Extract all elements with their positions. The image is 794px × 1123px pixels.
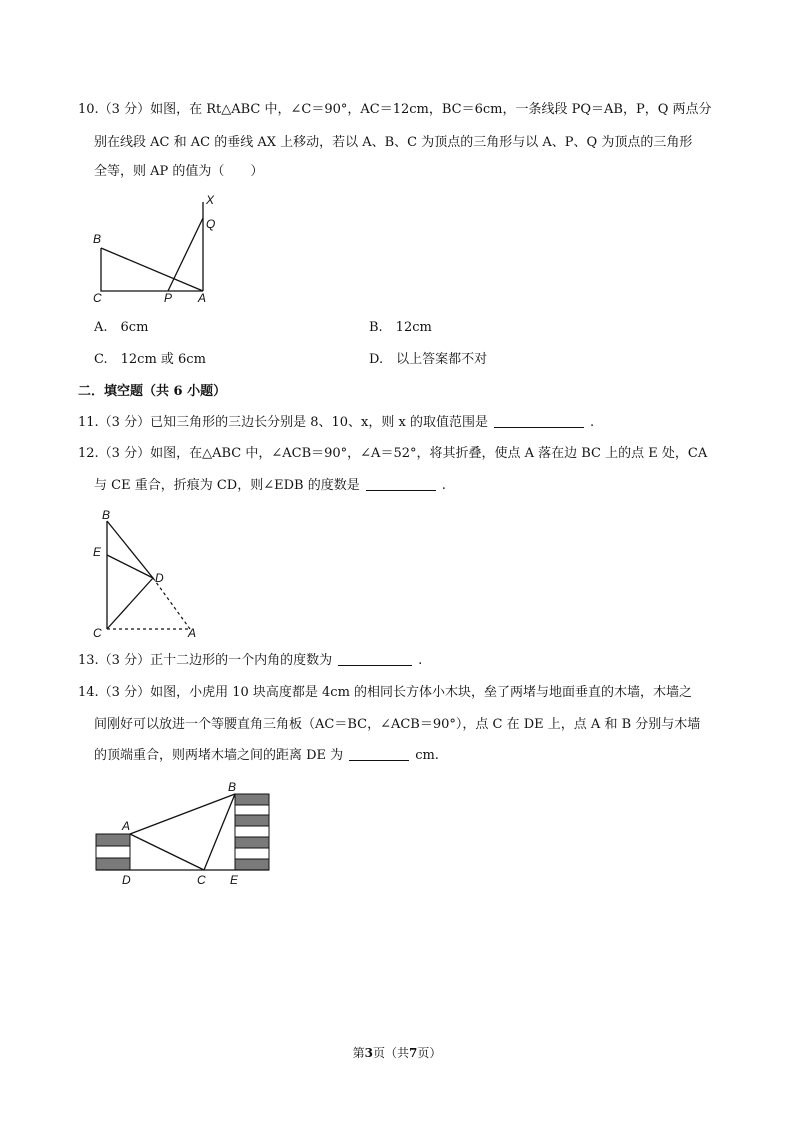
q14-segment-ab	[130, 794, 235, 834]
q13-end: .	[418, 653, 423, 668]
q10-label-b: B	[93, 232, 102, 246]
q10-option-a: A. 6cm	[94, 320, 149, 335]
q14-label-d: D	[122, 873, 131, 887]
q12-label-c: C	[93, 626, 102, 640]
q11-end: .	[589, 415, 595, 430]
q10-line2: 别在线段 AC 和 AC 的垂线 AX 上移动，若以 A、B、C 为顶点的三角形与以 A、P、Q 为顶点的三角形	[94, 135, 693, 150]
q10-option-d: D. 以上答案都不对	[369, 352, 488, 367]
q14-right-wall	[235, 794, 269, 870]
q12-label-b: B	[102, 508, 111, 522]
q10-line3: 全等，则 AP 的值为（ ）	[94, 164, 264, 179]
q12-label-d: D	[155, 571, 164, 585]
footer-post: 页）	[417, 1046, 442, 1060]
q12-end: .	[441, 478, 446, 493]
q10-label-a: A	[198, 291, 207, 305]
q14-text: 的顶端重合，则两堵木墙之间的距离 DE 为	[94, 748, 344, 763]
q14-unit: cm.	[415, 748, 439, 763]
q14-label-e: E	[230, 873, 239, 887]
q14-segment-ac	[130, 834, 204, 870]
q10-option-c: C. 12cm 或 6cm	[94, 352, 206, 367]
q12-label-e: E	[93, 545, 102, 559]
q14-segment-bc	[204, 794, 235, 870]
q10-label-q: Q	[206, 217, 216, 231]
section-heading: 二．填空题（共 6 小题）	[78, 384, 227, 399]
q11-text: 11.（3 分）已知三角形的三边长分别是 8、10、x，则 x 的取值范围是	[78, 415, 488, 430]
q14-line1: 14.（3 分）如图，小虎用 10 块高度都是 4cm 的相同长方体小木块，垒了两堵与地面垂直的木墙，木墙之	[78, 685, 693, 700]
q14-label-c: C	[197, 873, 206, 887]
q14-label-b: B	[228, 780, 237, 794]
footer-total-pages: 7	[409, 1046, 418, 1060]
q10-label-c: C	[93, 291, 102, 305]
q13-text: 13.（3 分）正十二边形的一个内角的度数为	[78, 653, 333, 668]
q14-label-a: A	[122, 819, 131, 833]
q12-text: 与 CE 重合，折痕为 CD，则∠EDB 的度数是	[94, 478, 360, 493]
q10-label-x: X	[206, 193, 215, 207]
footer-mid: 页（共	[372, 1046, 409, 1060]
q10-label-p: P	[164, 291, 173, 305]
q12-line1: 12.（3 分）如图，在△ABC 中，∠ACB＝90°，∠A＝52°，将其折叠，使点 A 落在边 BC 上的点 E 处，CA	[78, 446, 708, 461]
footer-pre: 第	[352, 1046, 365, 1060]
q12-label-a: A	[188, 626, 197, 640]
q14-left-wall	[96, 834, 130, 870]
q14-line2: 间刚好可以放进一个等腰直角三角板（AC＝BC，∠ACB＝90°），点 C 在 DE 上，点 A 和 B 分别与木墙	[94, 717, 701, 732]
q10-option-b: B. 12cm	[369, 320, 432, 335]
q10-line1: 10.（3 分）如图，在 Rt△ABC 中，∠C＝90°，AC＝12cm，BC＝6cm，一条线段 PQ＝AB，P，Q 两点分	[78, 102, 712, 117]
page-footer	[0, 1044, 794, 1061]
footer-page-number: 3	[364, 1046, 373, 1060]
